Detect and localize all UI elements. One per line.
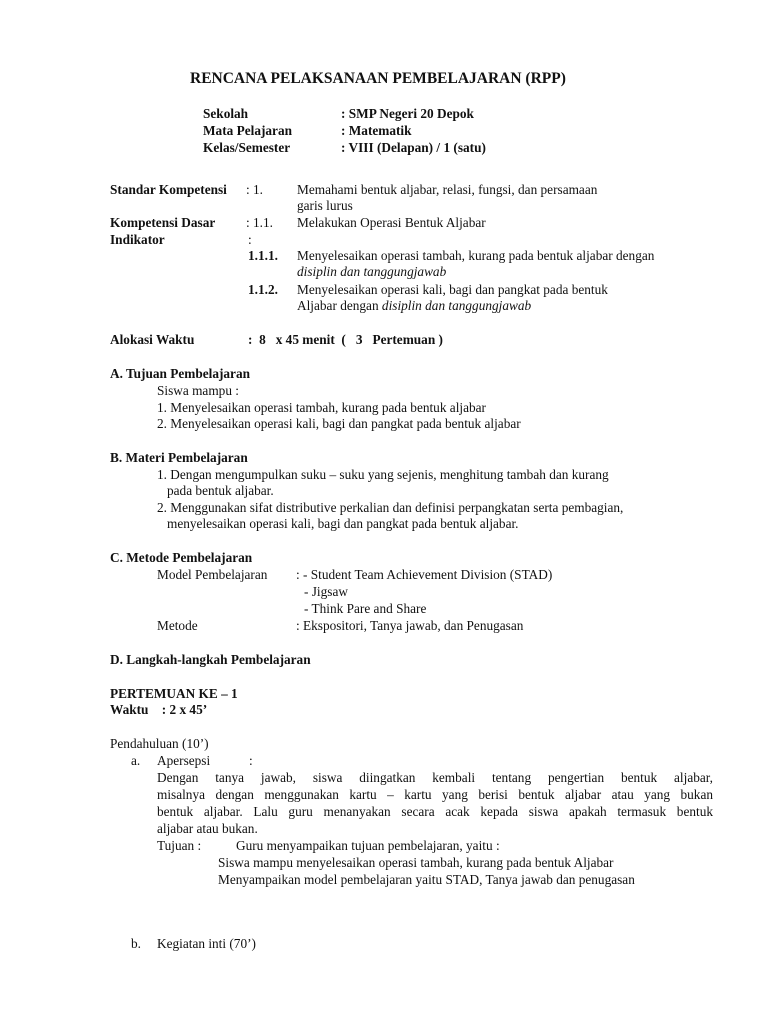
indikator-1-line2: disiplin dan tanggungjawab (297, 264, 447, 279)
apersepsi-paragraph-line2: misalnya dengan menggunakan kartu – kartu yang berisi bentuk aljabar atau yang bukan (157, 787, 713, 802)
section-a-item-1: 1. Menyelesaikan operasi tambah, kurang pada bentuk aljabar (157, 400, 486, 415)
sk-number: : 1. (246, 182, 263, 197)
kegiatan-inti-heading: Kegiatan inti (70’) (157, 936, 256, 951)
alokasi-value: : 8 x 45 menit ( 3 Pertemuan ) (248, 332, 443, 347)
model-item-1: : - Student Team Achievement Division (STAD) (296, 567, 553, 582)
kegiatan-marker: b. (131, 936, 141, 951)
indikator-1-number: 1.1.1. (248, 248, 278, 263)
pertemuan-heading: PERTEMUAN KE – 1 (110, 686, 238, 701)
indikator-2-line2-plain: Aljabar dengan (297, 298, 382, 313)
kelas-value: : VIII (Delapan) / 1 (satu) (341, 140, 486, 155)
page-title: RENCANA PELAKSANAAN PEMBELAJARAN (RPP) (190, 70, 566, 87)
apersepsi-marker: a. (131, 753, 141, 768)
kd-label: Kompetensi Dasar (110, 215, 216, 230)
indikator-2-number: 1.1.2. (248, 282, 278, 297)
kelas-label: Kelas/Semester (203, 140, 291, 155)
sekolah-label: Sekolah (203, 106, 249, 121)
section-a-item-2: 2. Menyelesaikan operasi kali, bagi dan pangkat pada bentuk aljabar (157, 416, 521, 431)
apersepsi-paragraph-line1: Dengan tanya jawab, siswa diingatkan kembali tentang pengertian bentuk aljabar, (157, 770, 713, 785)
indikator-colon: : (248, 232, 252, 247)
section-b-item-2-line1: 2. Menggunakan sifat distributive perkalian dan definisi perpangkatan serta pembagian, (157, 500, 624, 515)
apersepsi-label: Apersepsi (157, 753, 211, 768)
model-item-3: - Think Pare and Share (304, 601, 427, 616)
kd-text: Melakukan Operasi Bentuk Aljabar (297, 215, 486, 230)
section-b-item-1-line2: pada bentuk aljabar. (167, 483, 274, 498)
section-c-heading: C. Metode Pembelajaran (110, 550, 253, 565)
alokasi-label: Alokasi Waktu (110, 332, 195, 347)
metode-label: Metode (157, 618, 198, 633)
kd-number: : 1.1. (246, 215, 273, 230)
sk-label: Standar Kompetensi (110, 182, 227, 197)
apersepsi-colon: : (249, 753, 253, 768)
sk-text-line1: Memahami bentuk aljabar, relasi, fungsi, dan persamaan (297, 182, 598, 197)
section-d-heading: D. Langkah-langkah Pembelajaran (110, 652, 311, 667)
metode-value: : Ekspositori, Tanya jawab, dan Penugasan (296, 618, 524, 633)
tujuan-text: Guru menyampaikan tujuan pembelajaran, yaitu : (236, 838, 500, 853)
section-b-item-1-line1: 1. Dengan mengumpulkan suku – suku yang sejenis, menghitung tambah dan kurang (157, 467, 609, 482)
tujuan-sub-2: Menyampaikan model pembelajaran yaitu STAD, Tanya jawab dan penugasan (218, 872, 635, 887)
indikator-2-line1: Menyelesaikan operasi kali, bagi dan pangkat pada bentuk (297, 282, 608, 297)
mapel-value: : Matematik (341, 123, 412, 138)
sk-text-line2: garis lurus (297, 198, 353, 213)
pendahuluan-heading: Pendahuluan (10’) (110, 736, 209, 751)
waktu-line: Waktu : 2 x 45’ (110, 702, 208, 717)
apersepsi-paragraph-line4: aljabar atau bukan. (157, 821, 258, 836)
indikator-1-line1: Menyelesaikan operasi tambah, kurang pada bentuk aljabar dengan (297, 248, 655, 263)
model-item-2: - Jigsaw (304, 584, 348, 599)
model-label: Model Pembelajaran (157, 567, 268, 582)
sekolah-value: : SMP Negeri 20 Depok (341, 106, 474, 121)
indikator-2-line2 (297, 298, 531, 315)
tujuan-label: Tujuan : (157, 838, 202, 853)
section-b-heading: B. Materi Pembelajaran (110, 450, 248, 465)
indikator-label: Indikator (110, 232, 165, 247)
indikator-2-line2-italic: disiplin dan tanggungjawab (381, 298, 532, 313)
section-a-heading: A. Tujuan Pembelajaran (110, 366, 251, 381)
section-b-item-2-line2: menyelesaikan operasi kali, bagi dan pangkat pada bentuk aljabar. (167, 516, 519, 531)
mapel-label: Mata Pelajaran (203, 123, 292, 138)
tujuan-sub-1: Siswa mampu menyelesaikan operasi tambah, kurang pada bentuk Aljabar (218, 855, 614, 870)
apersepsi-paragraph-line3: bentuk aljabar. Lalu guru menanyakan secara acak kepada siswa apakah termasuk bentuk (157, 804, 713, 819)
section-a-intro: Siswa mampu : (157, 383, 239, 398)
